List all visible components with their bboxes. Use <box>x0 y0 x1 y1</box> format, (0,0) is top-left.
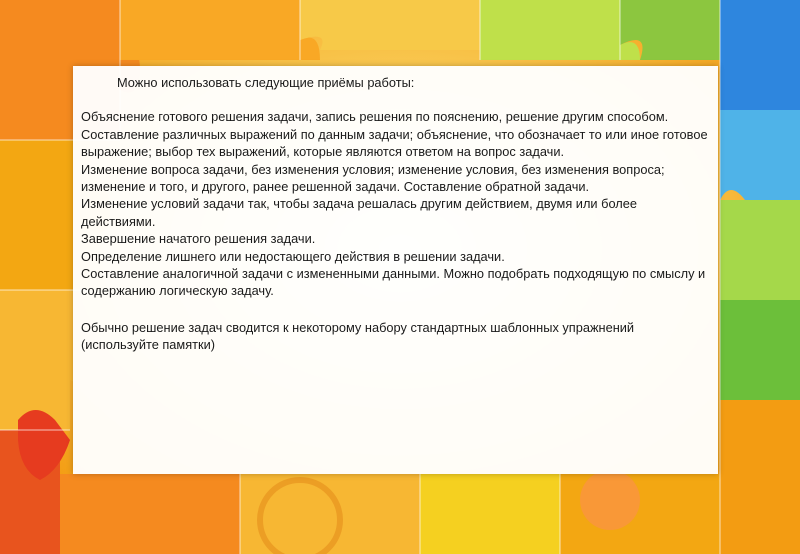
paragraph-change-question: Изменение вопроса задачи, без изменения условия; изменение условия, без изменения вопроса; изменение и того, и другого, ранее решенной задачи. Составление обратной задачи. <box>81 161 665 195</box>
conclusion-text: Обычно решение задач сводится к некоторому набору стандартных шаблонных упражнений (используйте памятки) <box>81 319 635 353</box>
paragraph-expressions: Составление различных выражений по данным задачи; объяснение, что обозначает то или иное готовое выражение; выбор тех выражений, которые являются ответом на вопрос задачи. <box>81 126 708 160</box>
paragraph-analogous-task: Составление аналогичной задачи с измененными данными. Можно подобрать подходящую по смыслу и содержанию логическую задачу. <box>81 266 706 299</box>
paragraph-explanation: Объяснение готового решения задачи, запись решения по пояснению, решение другим способом. <box>81 109 669 125</box>
text-card <box>73 66 718 474</box>
intro-text: Можно использовать следующие приёмы работы: <box>117 75 415 90</box>
paragraph-complete-solution: Завершение начатого решения задачи. <box>81 231 316 247</box>
spacer <box>81 300 710 319</box>
paragraph-change-conditions: Изменение условий задачи так, чтобы задача решалась другим действием, двумя или более действиями. <box>81 196 637 229</box>
paragraph-extra-action: Определение лишнего или недостающего действия в решении задачи. <box>81 248 505 264</box>
